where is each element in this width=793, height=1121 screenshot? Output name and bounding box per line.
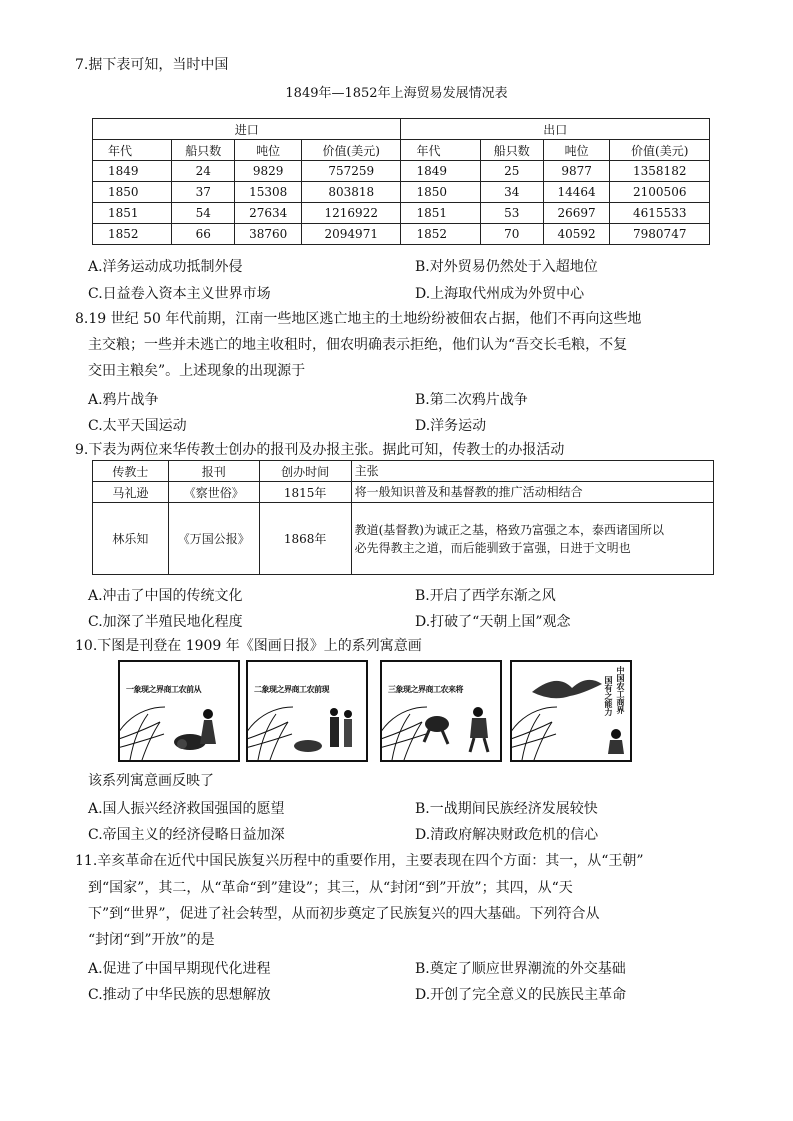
table-cell: 54	[172, 203, 235, 224]
table-header-cell: 年代	[401, 140, 480, 161]
q8-stem-line-3: 交田主粮矣”。上述现象的出现源于	[88, 363, 306, 379]
trade-table	[92, 118, 710, 245]
cartoon-caption-4b: 国有之能力	[604, 676, 614, 716]
q10-after-text: 该系列寓意画反映了	[88, 773, 214, 789]
table-row	[93, 140, 710, 161]
q7-stem: 7.据下表可知，当时中国	[75, 57, 229, 73]
table-cell: 66	[172, 224, 235, 245]
cartoon-caption-2: 二象现之界商工农前现	[254, 684, 329, 694]
table-row	[93, 119, 710, 140]
q8-option-a[interactable]: A.鸦片战争	[88, 392, 159, 408]
q10-option-a[interactable]: A.国人振兴经济救国强国的愿望	[88, 801, 285, 817]
q10-option-b[interactable]: B.一战期间民族经济发展较快	[415, 801, 598, 817]
table-cell: 14464	[543, 182, 610, 203]
table-row	[93, 203, 710, 224]
table-cell: 53	[480, 203, 543, 224]
globe-illustration	[120, 662, 238, 760]
globe-illustration	[382, 662, 500, 760]
table-cell: 1852	[93, 224, 172, 245]
table-cell: 9877	[543, 161, 610, 182]
table-row	[93, 224, 710, 245]
cartoon-panel-1	[118, 660, 240, 762]
q9-option-d[interactable]: D.打破了“天朝上国”观念	[415, 614, 571, 630]
table-cell: 1851	[93, 203, 172, 224]
table-header-cell: 价值(美元)	[610, 140, 710, 161]
table-cell: 2094971	[302, 224, 401, 245]
q11-stem-line-1: 11.辛亥革命在近代中国民族复兴历程中的重要作用，主要表现在四个方面：其一，从“王朝”	[75, 853, 644, 869]
table-cell-line: 教道(基督教)为诚正之基，格致乃富强之本，泰西诸国所以	[354, 522, 664, 537]
table-header-cell: 价值(美元)	[302, 140, 401, 161]
missionary-table	[92, 460, 714, 575]
table-cell: 1852	[401, 224, 480, 245]
q11-option-c[interactable]: C.推动了中华民族的思想解放	[88, 987, 271, 1003]
q8-stem-line-1: 8.19 世纪 50 年代前期，江南一些地区逃亡地主的土地纷纷被佃农占据，他们不再向这些地	[75, 311, 642, 327]
export-header: 出口	[401, 119, 710, 140]
cartoon-caption-1: 一象现之界商工农前从	[126, 684, 201, 694]
cartoon-panel-4	[510, 660, 632, 762]
table-cell: 37	[172, 182, 235, 203]
q7-table-title: 1849年—1852年上海贸易发展情况表	[285, 86, 508, 101]
table-cell: 1216922	[302, 203, 401, 224]
q11-option-d[interactable]: D.开创了完全意义的民族民主革命	[415, 987, 627, 1003]
q9-option-a[interactable]: A.冲击了中国的传统文化	[88, 588, 243, 604]
table-cell: 9829	[235, 161, 302, 182]
q11-stem-line-3: 下”到“世界”，促进了社会转型，从而初步奠定了民族复兴的四大基础。下列符合从	[88, 906, 600, 922]
table-header-cell: 船只数	[172, 140, 235, 161]
table-row	[93, 482, 714, 503]
table-header-cell: 年代	[93, 140, 172, 161]
table-cell: 1851	[401, 203, 480, 224]
q10-option-c[interactable]: C.帝国主义的经济侵略日益加深	[88, 827, 285, 843]
table-header-cell: 创办时间	[259, 461, 351, 482]
table-cell: 38760	[235, 224, 302, 245]
table-cell	[351, 503, 713, 575]
table-cell: 7980747	[610, 224, 710, 245]
table-cell: 40592	[543, 224, 610, 245]
table-cell: 《万国公报》	[168, 503, 259, 575]
dragon-icon	[532, 680, 602, 698]
q7-option-c[interactable]: C.日益卷入资本主义世界市场	[88, 286, 271, 302]
q11-stem-line-2: 到“国家”，其二，从“革命“到”建设”；其三，从“封闭“到”开放”；其四，从“天	[88, 880, 573, 896]
q11-option-a[interactable]: A.促进了中国早期现代化进程	[88, 961, 271, 977]
q8-option-c[interactable]: C.太平天国运动	[88, 418, 187, 434]
table-cell: 4615533	[610, 203, 710, 224]
q8-option-d[interactable]: D.洋务运动	[415, 418, 487, 434]
q7-option-d[interactable]: D.上海取代州成为外贸中心	[415, 286, 585, 302]
table-cell-line: 必先得教主之道，而后能驯致于富强，日进于文明也	[354, 540, 631, 555]
table-cell: 1850	[401, 182, 480, 203]
table-header-cell: 报刊	[168, 461, 259, 482]
table-header-cell: 吨位	[543, 140, 610, 161]
table-cell: 1815年	[259, 482, 351, 503]
q10-option-d[interactable]: D.清政府解决财政危机的信心	[415, 827, 599, 843]
table-cell: 1358182	[610, 161, 710, 182]
table-header-cell: 主张	[351, 461, 713, 482]
q7-option-a[interactable]: A.洋务运动成功抵制外侵	[88, 259, 243, 275]
cartoon-caption-3: 三象现之界商工农来将	[388, 684, 463, 694]
table-header-cell: 传教士	[93, 461, 169, 482]
table-cell: 24	[172, 161, 235, 182]
table-cell: 757259	[302, 161, 401, 182]
table-header-cell: 吨位	[235, 140, 302, 161]
q9-stem: 9.下表为两位来华传教士创办的报刊及办报主张。据此可知，传教士的办报活动	[75, 442, 565, 458]
table-row	[93, 461, 714, 482]
table-cell: 1850	[93, 182, 172, 203]
q11-option-b[interactable]: B.奠定了顺应世界潮流的外交基础	[415, 961, 626, 977]
q10-stem: 10.下图是刊登在 1909 年《图画日报》上的系列寓意画	[75, 638, 422, 654]
table-cell: 1849	[401, 161, 480, 182]
table-cell: 将一般知识普及和基督教的推广活动相结合	[351, 482, 713, 503]
table-row	[93, 182, 710, 203]
table-cell: 15308	[235, 182, 302, 203]
cartoon-panel-2	[246, 660, 368, 762]
q11-stem-line-4: “封闭“到”开放”的是	[88, 932, 215, 948]
table-cell: 1868年	[259, 503, 351, 575]
q9-option-c[interactable]: C.加深了半殖民地化程度	[88, 614, 243, 630]
q9-option-b[interactable]: B.开启了西学东渐之风	[415, 588, 556, 604]
table-row	[93, 503, 714, 575]
table-cell: 林乐知	[93, 503, 169, 575]
table-cell: 26697	[543, 203, 610, 224]
table-cell: 25	[480, 161, 543, 182]
table-cell: 马礼逊	[93, 482, 169, 503]
q7-option-b[interactable]: B.对外贸易仍然处于入超地位	[415, 259, 598, 275]
table-cell: 1849	[93, 161, 172, 182]
import-header: 进口	[93, 119, 401, 140]
cartoon-panel-3	[380, 660, 502, 762]
table-cell: 34	[480, 182, 543, 203]
table-header-cell: 船只数	[480, 140, 543, 161]
table-cell: 70	[480, 224, 543, 245]
cartoon-caption-4a: 中国农工商界	[616, 666, 626, 714]
q8-stem-line-2: 主交粮；一些并未逃亡的地主收租时，佃农明确表示拒绝，他们认为“吾交长毛粮，不复	[88, 337, 628, 353]
globe-illustration	[248, 662, 366, 760]
table-row	[93, 161, 710, 182]
table-cell: 《察世俗》	[168, 482, 259, 503]
q8-option-b[interactable]: B.第二次鸦片战争	[415, 392, 528, 408]
table-cell: 2100506	[610, 182, 710, 203]
table-cell: 27634	[235, 203, 302, 224]
table-cell: 803818	[302, 182, 401, 203]
